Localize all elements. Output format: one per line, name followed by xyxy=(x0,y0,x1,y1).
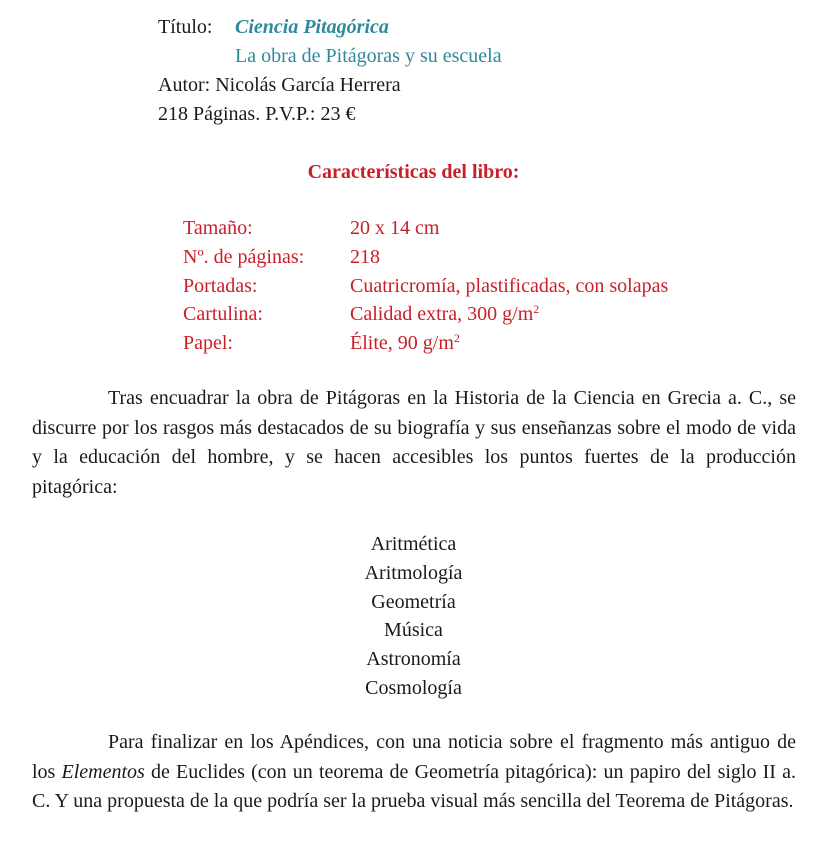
feature-label: Portadas: xyxy=(183,275,258,297)
feature-value: 20 x 14 cm xyxy=(350,217,440,239)
title-label: Título: xyxy=(158,16,213,38)
topic-item: Cosmología xyxy=(365,676,462,699)
closing-text-1: Para finalizar en los Apéndices, con una noticia sobre el fragmento más antiguo de los xyxy=(32,731,796,783)
feature-label: Papel: xyxy=(183,332,233,354)
closing-text-2: de Euclides (con un teorema de Geometría pitagórica): un papiro del siglo II a. C. Y una propuesta de la que podría ser la prueba visual más sencilla del Teorema de Pitágoras. xyxy=(32,760,796,812)
book-author: Autor: Nicolás García Herrera xyxy=(158,74,401,96)
closing-italic: Elementos xyxy=(61,760,145,783)
topic-item: Astronomía xyxy=(366,648,461,671)
topic-item: Música xyxy=(384,619,443,642)
features-heading: Características del libro: xyxy=(307,161,520,183)
topics-list xyxy=(0,530,827,703)
book-subtitle: La obra de Pitágoras y su escuela xyxy=(235,45,502,67)
intro-text: Tras encuadrar la obra de Pitágoras en la Historia de la Ciencia en Grecia a. C., se discurre por los rasgos más destacados de su biografía y sus enseñanzas sobre el modo de vida y la educación del hombre, y se hacen accesibles los puntos fuertes de la producción pitagórica: xyxy=(32,387,796,498)
topic-item: Aritmética xyxy=(370,533,457,555)
book-title: Ciencia Pitagórica xyxy=(235,16,389,38)
closing-paragraph xyxy=(32,728,796,817)
feature-value: Élite, 90 $g/m^2$ xyxy=(350,331,460,354)
feature-label: Tamaño: xyxy=(183,217,253,239)
feature-value: 218 xyxy=(350,246,380,268)
feature-label: Nº. de páginas: xyxy=(183,246,305,268)
topic-item: Aritmología xyxy=(364,561,463,584)
feature-value: Cuatricromía, plastificadas, con solapas xyxy=(350,275,669,297)
feature-value: Calidad extra, 300 $g/m^2$ xyxy=(350,302,540,325)
feature-label: Cartulina: xyxy=(183,303,263,325)
topic-item: Geometría xyxy=(371,590,456,613)
pages-price: 218 Páginas. P.V.P.: 23 € xyxy=(158,103,356,125)
intro-paragraph xyxy=(32,384,796,502)
